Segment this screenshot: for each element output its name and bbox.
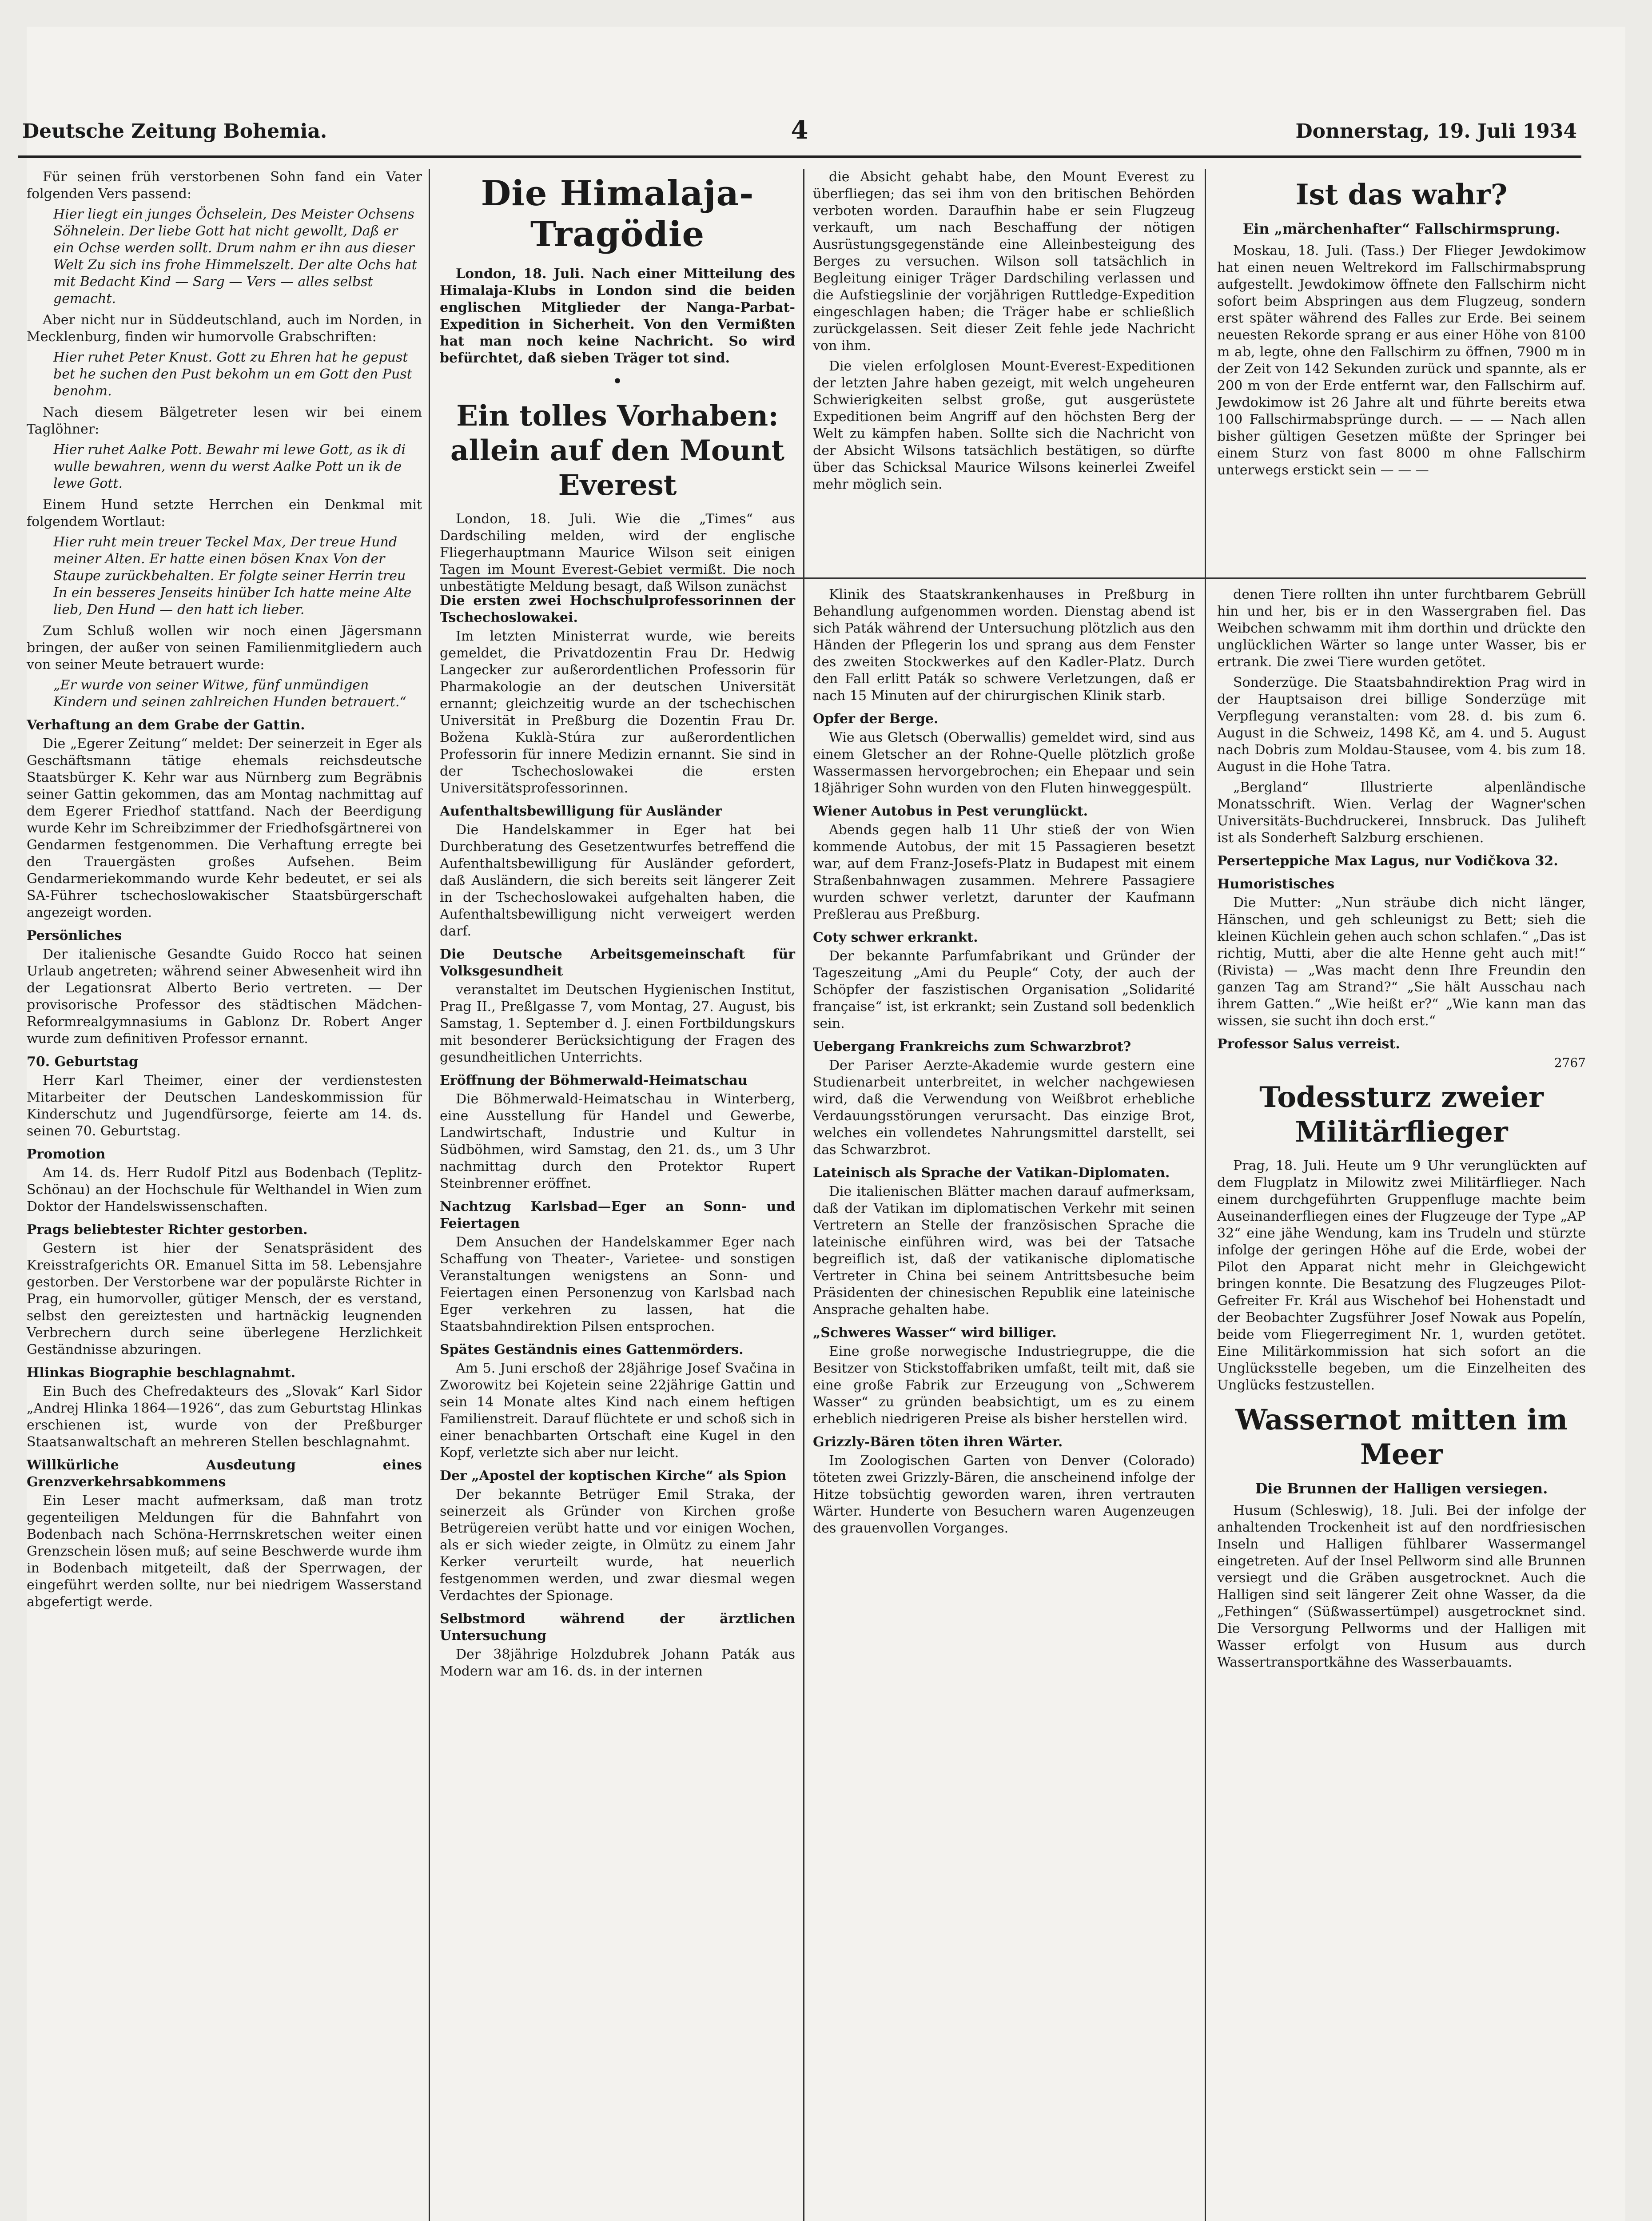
news-item-text: Der bekannte Betrüger Emil Straka, der seinerzeit als Gründer von Kirchen große Betrügereien verübt hatte und vor einigen Wochen, als er sich wieder zeigte, in Olmütz zu einem Jahr Kerker verurteilt wurde, hat neuerlich festgenommen werden, und zwar diesmal wegen Verdachtes der Spionage.	[440, 1487, 795, 1604]
notice-text: Sonderzüge. Die Staatsbahndirektion Prag wird in der Hauptsaison drei billige Sonderzüge mit Verpflegung veranstalten: vom 28. d. bis zum 6. August in die Schweiz, 1498 Kč, am 4. und 5. August nach Dobris zum Moldau-Stausee, vom 4. bis zum 18. August in die Hohe Tatra.	[1217, 675, 1586, 775]
issue-date: Donnerstag, 19. Juli 1934	[1295, 120, 1577, 143]
news-item-title: 70. Geburtstag	[27, 1054, 138, 1070]
column-3-top	[813, 169, 1195, 569]
masthead	[18, 107, 1581, 158]
news-item-title: Willkürliche Ausdeutung eines Grenzverkehrsabkommens	[27, 1457, 422, 1490]
subheadline: Die Brunnen der Halligen versiegen.	[1255, 1480, 1548, 1497]
newspaper-name: Deutsche Zeitung Bohemia.	[22, 120, 327, 143]
article-text: Prag, 18. Juli. Heute um 9 Uhr verunglückten auf dem Flugplatz in Milowitz zwei Militärflieger. Nach einem durchgeführten Gruppenfluge machte beim Auseinanderfliegen eines der Flugzeuge der Type „AP 32“ eine jähe Wendung, kam ins Trudeln und stürzte infolge der geringen Höhe auf die Erde, wobei der Pilot den Apparat nicht mehr in Gleichgewicht bringen konnte. Die Besatzung des Flugzeuges Pilot-Gefreiter Fr. Král aus Wischehof bei Hohenstadt und der Beobachter Zugsführer Josef Nowak aus Popelín, beide vom Fliegerregiment Nr. 1, wurden getötet. Eine Militärkommission hat sich sofort an die Unglücksstelle begeben, um die Einzelheiten des Unglücks festzustellen.	[1217, 1158, 1586, 1393]
news-item-text: Wie aus Gletsch (Oberwallis) gemeldet wird, sind aus einem Gletscher an der Rohne-Quelle plötzlich große Wassermassen hervorgebrochen; ein Ehepaar und sein 18jähriger Sohn wurden von den Fluten hinweggespült.	[813, 730, 1195, 796]
news-item-title: Grizzly-Bären töten ihren Wärter.	[813, 1434, 1063, 1450]
headline-everest: Ein tolles Vorhaben: allein auf den Mount Everest	[450, 399, 785, 502]
news-item-title: Verhaftung an dem Grabe der Gattin.	[27, 717, 305, 733]
news-item-title: Prags beliebtester Richter gestorben.	[27, 1222, 308, 1238]
news-item-title: Selbstmord während der ärztlichen Untersuchung	[440, 1611, 795, 1644]
news-item-text: Herr Karl Theimer, einer der verdienstesten Mitarbeiter der Deutschen Landeskommission für Kinderschutz und Jugendfürsorge, feierte am 14. ds. seinen 70. Geburtstag.	[27, 1073, 422, 1139]
news-item-title: Der „Apostel der koptischen Kirche“ als Spion	[440, 1468, 787, 1484]
news-item-title: Promotion	[27, 1146, 106, 1162]
column-rule	[803, 169, 804, 2221]
news-item-text: Die italienischen Blätter machen darauf aufmerksam, daß der Vatikan im diplomatischen Verkehr mit seinen Vertretern an Stelle der französischen Sprache die lateinische einführen wird, was bei der Tatsache begreiflich ist, daß der vatikanische diplomatische Vertreter in China bei seinem Antrittsbesuche beim Präsidenten der chinesischen Republik eine lateinische Ansprache gehalten habe.	[813, 1184, 1195, 1317]
news-item-title: Uebergang Frankreichs zum Schwarzbrot?	[813, 1039, 1131, 1055]
notice-text: „Bergland“ Illustrierte alpenländische Monatsschrift. Wien. Verlag der Wagner'schen Universitäts-Buchdruckerei, Innsbruck. Das Juliheft ist als Sonderheft Salzburg erschienen.	[1217, 780, 1586, 846]
article-text: Aber nicht nur in Süddeutschland, auch im Norden, in Mecklenburg, finden wir humorvolle Grabschriften:	[27, 312, 422, 345]
article-text: Für seinen früh verstorbenen Sohn fand ein Vater folgenden Vers passend:	[27, 169, 422, 202]
headline-himalaja: Die Himalaja-Tragödie	[481, 173, 754, 255]
news-item-title: Wiener Autobus in Pest verunglückt.	[813, 804, 1088, 819]
notice-title: Professor Salus verreist.	[1217, 1036, 1400, 1052]
epitaph-verse: Hier ruhet Peter Knust. Gott zu Ehren hat he gepust bet he suchen den Pust bekohm un em Gott den Pust benohm.	[53, 350, 412, 399]
article-text: London, 18. Juli. Wie die „Times“ aus Dardschiling melden, wird der englische Fliegerhauptmann Maurice Wilson seit einigen Tagen im Mount Everest-Gebiet vermißt. Die noch unbestätigte Meldung besagt, daß Wilson zunächst	[440, 511, 795, 594]
column-4-top	[1217, 169, 1586, 569]
article-text: Zum Schluß wollen wir noch einen Jägersmann bringen, der außer von seinen Familienmitgliedern auch von seiner Meute betrauert wurde:	[27, 623, 422, 673]
news-item-text: veranstaltet im Deutschen Hygienischen Institut, Prag II., Preßlgasse 7, vom Montag, 27. August, bis Samstag, 1. September d. J. einen Fortbildungskurs mit besonderer Berücksichtigung der Fragen des gesundheitlichen Unterrichts.	[440, 982, 795, 1065]
news-item-title: „Schweres Wasser“ wird billiger.	[813, 1325, 1057, 1341]
news-item-text: Im Zoologischen Garten von Denver (Colorado) töteten zwei Grizzly-Bären, die anscheinend infolge der Hitze tobsüchtig geworden waren, ihren vertrauten Wärter. Hunderte von Besuchern waren Augenzeugen des grauenvollen Vorganges.	[813, 1453, 1195, 1536]
headline-ist-das-wahr: Ist das wahr?	[1295, 178, 1508, 211]
news-item-text: Der 38jährige Holzdubrek Johann Paták aus Modern war am 16. ds. in der internen	[440, 1647, 795, 1679]
news-item-text: Abends gegen halb 11 Uhr stieß der von Wien kommende Autobus, der mit 15 Passagieren besetzt war, auf dem Franz-Josefs-Platz in Budapest mit einem Straßenbahnwagen zusammen. Mehrere Passagiere wurden schwer verletzt, darunter der Kaufmann Preßlerau aus Preßburg.	[813, 822, 1195, 922]
news-item-text: Eine große norwegische Industriegruppe, die die Besitzer von Stickstoffabriken umfaßt, teilt mit, daß sie eine große Fabrik zur Erzeugung von „Schwerem Wasser“ zu gründen beabsichtigt, um es zu einem erheblich niedrigeren Preise als bisher herstellen wird.	[813, 1344, 1195, 1427]
epitaph-verse: Hier liegt ein junges Öchselein, Des Meister Ochsens Söhnelein. Der liebe Gott hat nicht gewollt, Daß er ein Ochse werden sollt. Drum nahm er ihn aus dieser Welt Zu sich ins frohe Himmelszelt. Der alte Ochs hat mit Bedacht Kind — Sarg — Vers — alles selbst gemacht.	[53, 207, 417, 306]
news-item-title: Die ersten zwei Hochschulprofessorinnen der Tschechoslowakei.	[440, 593, 795, 625]
epitaph-verse: Hier ruhet Aalke Pott. Bewahr mi lewe Gott, as ik di wulle bewahren, wenn du werst Aalke Pott un ik de lewe Gott.	[53, 442, 406, 491]
news-item-title: Lateinisch als Sprache der Vatikan-Diplomaten.	[813, 1165, 1170, 1181]
news-item-title: Eröffnung der Böhmerwald-Heimatschau	[440, 1073, 748, 1088]
news-item-text: Ein Buch des Chefredakteurs des „Slovak“ Karl Sidor „Andrej Hlinka 1864—1926“, das zum Geburtstag Hlinkas erschienen ist, wurde von der Preßburger Staatsanwaltschaft an mehreren Stellen beschlagnahmt.	[27, 1384, 422, 1450]
news-item-text: Am 5. Juni erschoß der 28jährige Josef Svačina in Zworowitz bei Kojetein seine 22jährige Gattin und sein 14 Monate altes Kind nach einem heftigen Familienstreit. Darauf flüchtete er und schoß sich in einer benachbarten Ortschaft eine Kugel in den Kopf, verletzte sich aber nur leicht.	[440, 1361, 795, 1461]
column-6	[813, 586, 1195, 2221]
headline-wassernot: Wassernot mitten im Meer	[1235, 1403, 1568, 1471]
article-text: die Absicht gehabt habe, den Mount Everest zu überfliegen; das sei ihm von den britischen Behörden verboten worden. Daraufhin habe er sein Flugzeug verkauft, um nach Beschaffung der nötigen Ausrüstungsgegenstände eine Alleinbesteigung des Berges zu versuchen. Wilson soll tatsächlich in Begleitung einiger Träger Dardschiling verlassen und die Aufstiegslinie der vorjährigen Ruttledge-Expedition eingeschlagen haben; die Träger habe er schließlich zurückgelassen. Seit dieser Zeit fehle jede Nachricht von ihm.	[813, 169, 1195, 354]
news-item-title: Die Deutsche Arbeitsgemeinschaft für Volksgesundheit	[440, 947, 795, 979]
news-item-text: Der Pariser Aerzte-Akademie wurde gestern eine Studienarbeit unterbreitet, in welcher nachgewiesen wird, daß die Verwendung von Weißbrot erhebliche Verdauungsstörungen verursacht. Das einzige Brot, welches ein vollendetes Nahrungsmittel darstellt, sei das Schwarzbrot.	[813, 1058, 1195, 1158]
news-item-title: Nachtzug Karlsbad—Eger an Sonn- und Feiertagen	[440, 1199, 795, 1231]
news-item-text: Klinik des Staatskrankenhauses in Preßburg in Behandlung aufgenommen worden. Dienstag abend ist sich Paták während der Untersuchung plötzlich aus den Händen der Pflegerin los und sprang aus dem Fenster des zweiten Stockwerkes auf den Kadler-Platz. Durch den Fall erlitt Paták so schwere Verletzungen, daß er nach 15 Minuten auf der chirurgischen Klinik starb.	[813, 587, 1195, 704]
notice-number: 2767	[1554, 1055, 1586, 1070]
separator-star: •	[612, 371, 623, 392]
epitaph-verse: „Er wurde von seiner Witwe, fünf unmündigen Kindern und seinen zahlreichen Hunden betrauert.“	[53, 677, 406, 710]
news-item-text: Die Böhmerwald-Heimatschau in Winterberg, eine Ausstellung für Handel und Gewerbe, Landwirtschaft, Industrie und Kultur in Südböhmen, wird Samstag, den 21. ds., um 3 Uhr nachmittag durch den Protektor Rupert Steinbrenner eröffnet.	[440, 1091, 795, 1191]
news-item-text: denen Tiere rollten ihn unter furchtbarem Gebrüll hin und her, bis er in den Wassergraben fiel. Das Weibchen schwamm mit ihm dorthin und drückte den unglücklichen Wärter so lange unter Wasser, bis er ertrank. Die zwei Tiere wurden getötet.	[1217, 587, 1586, 670]
article-text: Husum (Schleswig), 18. Juli. Bei der infolge der anhaltenden Trockenheit ist auf den nordfriesischen Inseln und Halligen fühlbarer Wassermangel eingetreten. Auf der Insel Pellworm sind alle Brunnen versiegt und die Gräben ausgetrocknet. Auch die Halligen sind seit längerer Zeit ohne Wasser, da die „Fethingen“ (Süßwassertümpel) ausgetrocknet sind. Die Versorgung Pellworms und der Halligen mit Wasser erfolgt von Husum aus durch Wassertransportkähne des Wasserbauamts.	[1217, 1503, 1586, 1670]
news-item-text: Die Mutter: „Nun sträube dich nicht länger, Hänschen, und geh schleunigst zu Bett; sieh die kleinen Küchlein gehen auch schon schlafen.“ „Das ist richtig, Mutti, aber die alte Henne geht auch mit!“ (Rivista) — „Was macht denn Ihre Freundin den ganzen Tag am Strand?“ „Sie hält Ausschau nach ihrem Gatten.“ „Wie heißt er?“ „Wie kann man das wissen, sie sucht ihn doch erst.“	[1217, 895, 1586, 1029]
column-7	[1217, 586, 1586, 2221]
news-item-title: Aufenthaltsbewilligung für Ausländer	[440, 804, 722, 819]
news-item-text: Im letzten Ministerrat wurde, wie bereits gemeldet, die Privatdozentin Frau Dr. Hedwig Langecker zur außerordentlichen Professorin für Pharmakologie an der deutschen Universität ernannt; gleichzeitig wurde an der tschechischen Universität in Preßburg die Dozentin Frau Dr. Božena Kuklà-Stúra zur außerordentlichen Professorin für innere Medizin ernannt. Sie sind in der Tschechoslowakei die ersten Universitätsprofessorinnen.	[440, 629, 795, 796]
headline-militaerflieger: Todessturz zweier Militärflieger	[1259, 1081, 1544, 1149]
column-5	[440, 586, 795, 2221]
column-2-top	[440, 169, 795, 594]
news-item-title: Hlinkas Biographie beschlagnahmt.	[27, 1365, 296, 1381]
subheadline: Ein „märchenhafter“ Fallschirmsprung.	[1242, 220, 1560, 237]
article-text: Nach diesem Bälgetreter lesen wir bei einem Taglöhner:	[27, 405, 422, 437]
news-item-text: Der bekannte Parfumfabrikant und Gründer der Tageszeitung „Ami du Peuple“ Coty, der auch der Schöpfer der faszistischen Organisation „Solidarité française“ ist, ist erkrankt; sein Zustand soll bedenklich sein.	[813, 948, 1195, 1031]
news-item-text: Die „Egerer Zeitung“ meldet: Der seinerzeit in Eger als Geschäftsmann tätige ehemals reichsdeutsche Staatsbürger K. Kehr war aus Nürnberg zum Begräbnis seiner Gattin gekommen, das am Montag nachmittag auf dem Egerer Friedhof stattfand. Nach der Beerdigung wurde Kehr im Schreibzimmer der Friedhofsgärtnerei von Gendarmen festgenommen. Die Verhaftung erregte bei den Trauergästen großes Aufsehen. Beim Gendarmeriekommando wurde Kehr bedeutet, er sei als SA-Führer tschechoslowakischer Staatsbürgerschaft angezeigt worden.	[27, 736, 422, 920]
news-item-text: Gestern ist hier der Senatspräsident des Kreisstrafgerichts OR. Emanuel Sitta im 58. Lebensjahre gestorben. Der Verstorbene war der populärste Richter in Prag, ein humorvoller, gütiger Mensch, der es verstand, selbst den gereiztesten und hartnäckig leugnenden Verbrechern durch seine überlegene Herzlichkeit Geständnisse abzuringen.	[27, 1241, 422, 1357]
advertisement: Perserteppiche Max Lagus, nur Vodičkova 32.	[1217, 853, 1558, 869]
news-item-text: Die Handelskammer in Eger hat bei Durchberatung des Gesetzentwurfes betreffend die Aufenthaltsbewilligung für Ausländer gefordert, daß Ausländern, die sich bereits seit längerer Zeit in der Tschechoslowakei aufgehalten haben, die Aufenthaltsbewilligung nicht verweigert werden darf.	[440, 822, 795, 939]
column-rule	[1205, 169, 1206, 2221]
news-item-text: Der italienische Gesandte Guido Rocco hat seinen Urlaub angetreten; während seiner Abwesenheit wird ihn der Legationsrat Alberto Berio vertreten. — Der provisorische Professor des städtischen Mädchen-Reformrealgymnasiums in Gablonz Dr. Robert Anger wurde zum definitiven Professor ernannt.	[27, 947, 422, 1047]
column-1	[27, 169, 422, 2221]
page-number: 4	[791, 115, 808, 145]
article-text: Einem Hund setzte Herrchen ein Denkmal mit folgendem Wortlaut:	[27, 497, 422, 529]
article-text: Moskau, 18. Juli. (Tass.) Der Flieger Jewdokimow hat einen neuen Weltrekord im Fallschirmabsprung aufgestellt. Jewdokimow öffnete den Fallschirm nicht sofort beim Abspringen aus dem Flugzeug, sondern erst später während des Falles zur Erde. Bei seinem neuesten Rekorde sprang er aus einer Höhe von 8100 m ab, legte, ohne den Fallschirm zu öffnen, 7900 m in der Zeit von 142 Sekunden zurück und spannte, als er 200 m von der Erde entfernt war, den Fallschirm auf. Jewdokimow ist 26 Jahre alt und führte bereits etwa 100 Fallschirmabsprünge durch. — — — Nach allen bisher gültigen Gesetzen müßte der Springer bei einem Sturz von fast 8000 m ohne Fallschirm unterwegs erstickt sein — — —	[1217, 243, 1586, 478]
news-item-title: Opfer der Berge.	[813, 711, 939, 727]
news-item-title: Humoristisches	[1217, 876, 1335, 892]
news-item-text: Ein Leser macht aufmerksam, daß man trotz gegenteiligen Meldungen für die Bahnfahrt von Bodenbach nach Schöna-Herrnskretschen weiter einen Grenzschein lösen muß; auf seine Beschwerde wurde ihm in Bodenbach mitgeteilt, daß der Sperrwagen, der eingeführt werden sollte, nur bei niedrigem Wasserstand abgefertigt werde.	[27, 1493, 422, 1610]
column-rule	[429, 169, 430, 2221]
news-item-title: Coty schwer erkrankt.	[813, 930, 978, 945]
news-item-title: Spätes Geständnis eines Gattenmörders.	[440, 1342, 744, 1357]
news-item-text: Dem Ansuchen der Handelskammer Eger nach Schaffung von Theater-, Varietee- und sonstigen Veranstaltungen wenigstens an Sonn- und Feiertagen einen Personenzug von Karlsbad nach Eger verkehren zu lassen, hat die Staatsbahndirektion Pilsen entsprochen.	[440, 1234, 795, 1334]
news-item-title: Persönliches	[27, 928, 122, 943]
article-text: Die vielen erfolglosen Mount-Everest-Expeditionen der letzten Jahre haben gezeigt, mit welch ungeheuren Schwierigkeiten selbst große, gut ausgerüstete Expeditionen beim Angriff auf den höchsten Berg der Welt zu kämpfen haben. Sollte sich die Nachricht von der Absicht Wilsons tatsächlich bestätigen, so dürfte über das Schicksal Maurice Wilsons keinerlei Zweifel mehr möglich sein.	[813, 358, 1195, 492]
article-text: London, 18. Juli. Nach einer Mitteilung des Himalaja-Klubs in London sind die beiden englischen Mitglieder der Nanga-Parbat-Expedition in Sicherheit. Von den Vermißten hat man noch keine Nachricht. So wird befürchtet, daß sieben Träger tot sind.	[440, 266, 795, 366]
epitaph-verse: Hier ruht mein treuer Teckel Max, Der treue Hund meiner Alten. Er hatte einen bösen Knax Von der Staupe zurückbehalten. Er folgte seiner Herrin treu In ein besseres Jenseits hinüber Ich hatte meine Alte lieb, Den Hund — den hatt ich lieber.	[53, 534, 412, 617]
news-item-text: Am 14. ds. Herr Rudolf Pitzl aus Bodenbach (Teplitz-Schönau) an der Hochschule für Welthandel in Wien zum Doktor der Handelswissenschaften.	[27, 1165, 422, 1214]
